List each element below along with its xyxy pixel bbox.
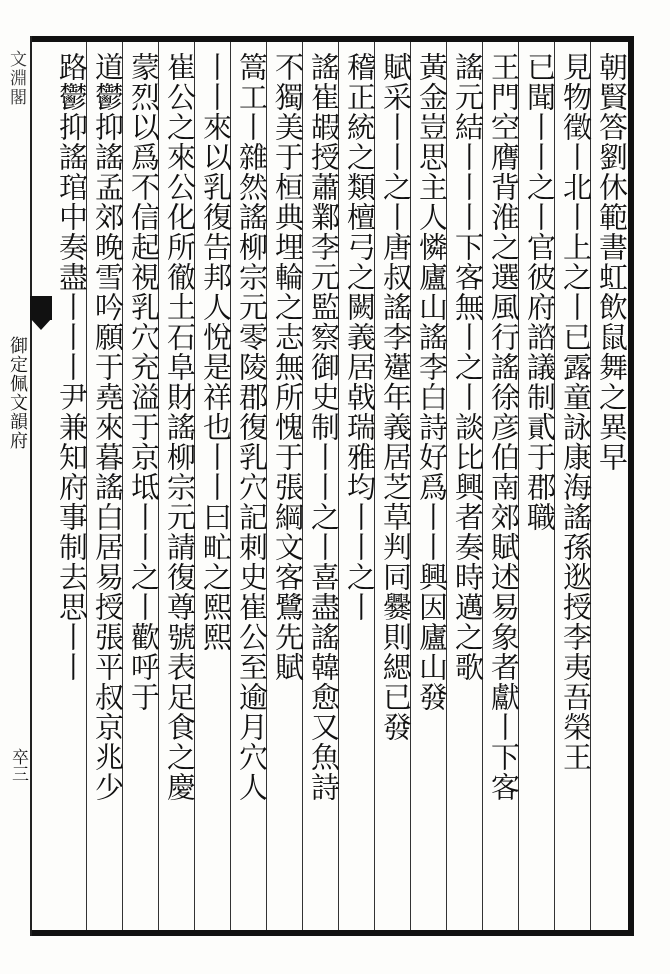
text-column-10: 不獨美于桓典埋輪之志無所愧于張綱文客鷺先賦 <box>271 52 305 682</box>
page-number: 卒三 <box>8 748 28 782</box>
text-column-7: 賦采丨丨之丨唐叔謠李𨗨年義居芝草判同爨則緦已發 <box>379 52 413 742</box>
text-column-6: 黃金豈思主人憐廬山謠李白詩好爲丨丨興因廬山發 <box>415 52 449 712</box>
fishtail-notch <box>30 318 52 330</box>
text-column-14: 蒙烈以爲不信起視乳穴充溢于京坻丨丨之丨歡呼于 <box>127 52 161 712</box>
frame-bottom-border <box>30 930 634 936</box>
fishtail-mark <box>30 296 52 320</box>
text-column-11: 篙工丨雜然謠柳宗元零陵郡復乳穴記刺史崔公至逾月穴人 <box>235 52 269 802</box>
text-column-5: 謠元結丨丨丨下客無丨之丨談比興者奏時邁之歌 <box>451 52 485 682</box>
text-column-3: 已聞丨丨之丨官彼府諮議制貳于郡職 <box>523 52 557 532</box>
frame-top-border <box>30 36 634 42</box>
text-column-13: 崔公之來公化所徹土石阜財謠柳宗元請復尊號表足食之慶 <box>163 52 197 802</box>
text-column-8: 稽正統之類檀弓之闕義居㦸瑞雅均丨丨之丨 <box>343 52 377 622</box>
text-column-16: 路鬱抑謠琯中奏盡丨丨丨尹兼知府事制去思丨丨 <box>55 52 89 682</box>
frame-left-border <box>30 36 32 936</box>
page-gutter <box>0 42 30 930</box>
text-column-4: 王門空膺背淮之選風行謠徐彦伯南郊賦述易象者獻丨下客 <box>487 52 521 802</box>
text-column-9: 謠崔嘏授蕭鄴李元監察御史制丨丨之丨喜盡謠韓愈又魚詩 <box>307 52 341 802</box>
text-column-1: 朝賢答劉休範書虹飲鼠舞之異早 <box>595 52 629 472</box>
text-column-12: 丨丨來以乳復告邦人悅是祥也丨丨曰甿之熙熙 <box>199 52 233 652</box>
gutter-header-fragment: 文淵閣 <box>6 50 26 107</box>
text-column-2: 見物徵丨北丨上之丨已露童詠康海謠孫逖授李夷吾榮王 <box>559 52 593 772</box>
book-title: 御定佩文韻府 <box>7 336 28 450</box>
text-column-15: 道鬱抑謠孟郊晚雪吟願于堯來暮謠白居易授張平叔京兆少 <box>91 52 125 802</box>
